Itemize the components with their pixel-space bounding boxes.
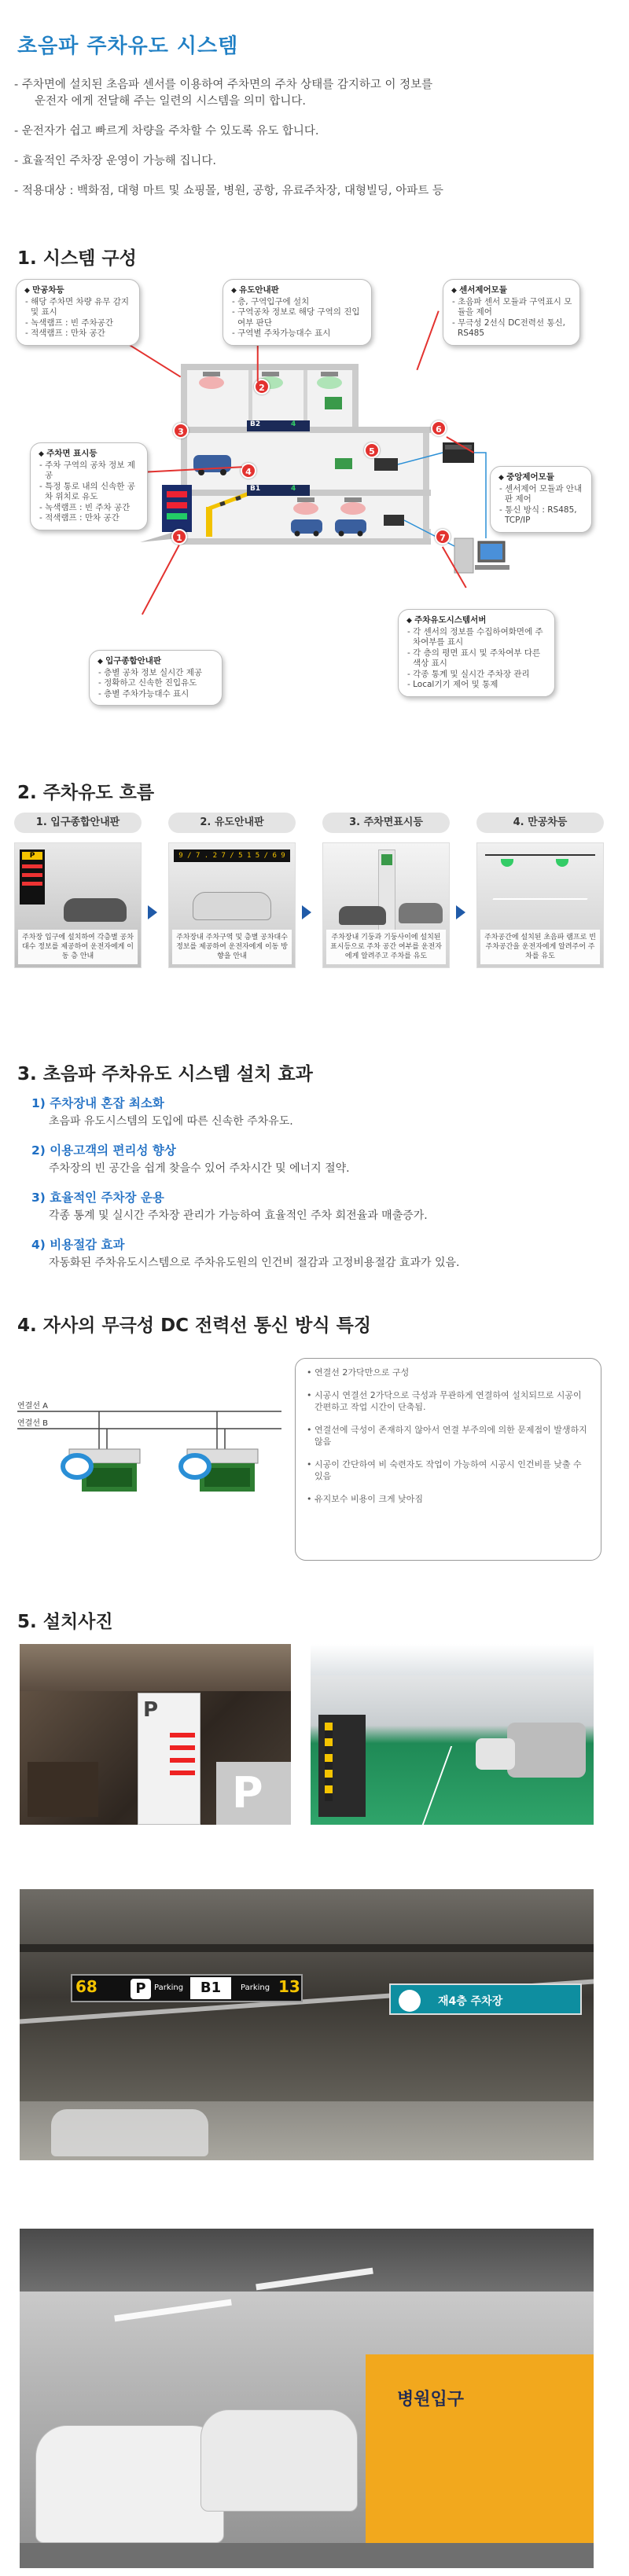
effect-description: 주차장의 빈 공간을 쉽게 찾을수 있어 주차시간 및 에너지 절약.: [49, 1162, 350, 1175]
dc-features-box: [295, 1358, 601, 1561]
callout-item: - 주차 구역의 공차 정보 제공: [39, 460, 135, 480]
entrance-sign-board: [138, 1693, 200, 1825]
flow-step-1: [14, 813, 142, 968]
callout-title: ◆ 입구종합안내판: [97, 656, 215, 668]
occupancy-lamp-green: [556, 859, 568, 867]
flow-arrow-icon: [302, 905, 311, 919]
callout-entrance-panel: [89, 650, 223, 706]
badge-2: 2: [254, 379, 270, 394]
flow-arrow-icon: [148, 905, 157, 919]
intro-text: - 운전자가 쉽고 빠르게 차량을 주차할 수 있도록 유도 합니다.: [14, 125, 319, 138]
hospital-entrance-text: 병원입구: [397, 2390, 465, 2409]
dc-feature-item: • 유지보수 비용이 크게 낮아짐: [305, 1493, 591, 1505]
car-illustration: [193, 892, 271, 920]
flow-step-image: [322, 842, 450, 968]
callout-guidance-panel: [223, 279, 372, 346]
flow-step-caption: 주차장내 기둥과 기둥사이에 설치된 표시등으로 주차 공간 여부를 운전자에게 알려주고 주차를 유도: [326, 930, 446, 964]
flow-step-3: [322, 813, 450, 968]
callout-item: - 초음파 센서 모듈과 구역표시 모듈을 제어: [452, 296, 572, 317]
photo-hospital-entrance: [20, 2229, 594, 2568]
entrance-panel-illustration: [20, 849, 45, 905]
wiring-illustration: [14, 1367, 285, 1548]
sign-b2-label: B2: [250, 420, 261, 428]
dc-feature-item: • 시공이 간단하여 비 숙련자도 작업이 가능하여 시공시 인건비를 낮출 수 있음: [305, 1459, 591, 1482]
car-illustration: [64, 898, 127, 922]
flow-step-image: [476, 842, 604, 968]
flow-step-caption: 주차장 입구에 설치하여 각층별 공차대수 정보를 제공하여 운전자에게 이동 층 안내: [18, 930, 138, 964]
callout-title: ◆ 센서제어모듈: [451, 285, 573, 297]
sign-p-glyph: P: [143, 1698, 159, 1722]
section-title-dc-comm: 4. 자사의 무극성 DC 전력선 통신 방식 특징: [17, 1316, 372, 1336]
sign-b2-count: 4: [291, 420, 296, 428]
callout-item: - 적색램프 : 만차 공간: [25, 328, 105, 338]
space-indicator-lamp: [381, 854, 392, 865]
photo-orange-wall: [366, 2354, 594, 2567]
effect-heading: 2) 이용고객의 편리성 향상: [31, 1143, 176, 1158]
photo-guidance-panel: [20, 1889, 594, 2160]
wall-p-sign: [216, 1762, 291, 1825]
car-illustration: [339, 906, 386, 925]
wire-a-label: 연결선 A: [17, 1402, 48, 1411]
callout-title: ◆ 주차면 표시등: [39, 449, 141, 461]
callout-title: ◆ 주차유도시스템서버: [406, 615, 548, 627]
effect-heading: 3) 효율적인 주차장 운용: [31, 1191, 164, 1205]
callout-item: - 녹색램프 : 빈 주차 공간: [39, 502, 131, 512]
intro-item: [14, 77, 612, 110]
flow-step-label: 1. 입구종합안내판: [14, 813, 142, 833]
dc-wiring-diagram: [14, 1367, 285, 1548]
effect-heading: 1) 주차장내 혼잡 최소화: [31, 1096, 164, 1110]
sign-p-icon: P: [131, 1979, 151, 1999]
callout-item: - Local기기 제어 및 통제: [407, 680, 498, 689]
guidance-panel-display: 9 / 7 . 2 7 / 5 1 5 / 6 9: [174, 849, 290, 862]
effect-description: 자동화된 주차유도시스템으로 주차유도원의 인건비 절감과 고정비용절감 효과가 있음.: [49, 1257, 460, 1269]
flow-step-2: [168, 813, 296, 968]
dc-feature-item: • 시공시 연결선 2가닥으로 극성과 무관하게 연결하여 설치되므로 시공이 간편하고 작업 시간이 단축됨.: [305, 1389, 591, 1413]
system-diagram: [14, 279, 612, 743]
callout-item: - 센서제어 모듈과 안내판 제어: [499, 483, 583, 504]
callout-title: ◆ 만공차등: [24, 285, 133, 297]
callout-title: ◆ 중앙제어모듈: [498, 472, 585, 484]
photo-teal-sign: [389, 1983, 582, 2015]
flow-step-label: 3. 주차면표시등: [322, 813, 450, 833]
effect-item: [31, 1141, 598, 1176]
flow-step-label: 4. 만공차등: [476, 813, 604, 833]
photo-green-floor: [311, 1644, 594, 1825]
effects-list: [31, 1094, 598, 1282]
photo-entrance-panel: [20, 1644, 291, 1825]
intro-list: [14, 77, 612, 213]
sign-count-left: 68: [75, 1977, 97, 1996]
sign-parking-text: Parking: [154, 1983, 184, 1992]
intro-text: 운전자 에게 전달해 주는 일련의 시스템을 의미 합니다.: [35, 95, 307, 108]
sign-b1-label: B1: [250, 485, 261, 493]
effect-description: 각종 통계 및 실시간 주차장 관리가 가능하여 효율적인 주차 회전율과 매출증가.: [49, 1209, 428, 1222]
flow-step-caption: 주차장내 주차구역 및 층별 공차대수 정보를 제공하여 운전자에게 이동 방향을 안내: [172, 930, 292, 964]
teal-sign-text: 재4층 주차장: [438, 1995, 503, 2008]
callout-occupancy-lamp: [16, 279, 140, 346]
callout-item: - 구역별 주차가능대수 표시: [232, 328, 331, 338]
badge-5: 5: [364, 442, 380, 458]
callout-item: - 특정 통로 내의 신속한 공차 위치로 유도: [39, 481, 135, 501]
section-title-flow: 2. 주차유도 흐름: [17, 783, 155, 803]
badge-4: 4: [241, 463, 256, 479]
callout-central-control: [490, 466, 592, 533]
occupancy-lamp-green: [501, 859, 513, 867]
callout-item: - 층별 주차가능대수 표시: [98, 688, 189, 699]
callout-title: ◆ 유도안내판: [231, 285, 365, 297]
callout-guidance-server: [398, 609, 555, 697]
callout-item: - 구역공차 정보로 해당 구역의 진입 여부 판단: [232, 307, 360, 328]
section-title-photos: 5. 설치사진: [17, 1612, 113, 1632]
intro-item: [14, 123, 612, 140]
badge-7: 7: [435, 529, 451, 545]
dc-feature-item: • 연결선 2가닥만으로 구성: [305, 1367, 591, 1378]
guidance-flow: [14, 813, 620, 993]
effect-heading: 4) 비용절감 효과: [31, 1238, 125, 1252]
callout-item: - 층, 구역입구에 설치: [232, 296, 310, 306]
intro-item: [14, 183, 612, 200]
badge-3: 3: [173, 423, 189, 439]
page-title: 초음파 주차유도 시스템: [17, 35, 239, 58]
flow-step-caption: 주차공간에 설치된 초음파 램프로 빈 주차공간을 운전자에게 알려주어 주차를 유도: [480, 930, 600, 964]
car-illustration: [399, 903, 443, 923]
callout-item: - 무극성 2선식 DC전력선 통신, RS485: [452, 317, 566, 338]
effect-description: 초음파 유도시스템의 도입에 따른 신속한 주차유도.: [49, 1115, 293, 1128]
sign-count-right: 13: [278, 1977, 300, 1996]
effect-item: [31, 1235, 598, 1270]
photo-guidance-sign: [71, 1974, 303, 2002]
callout-item: - 통신 방식 : RS485, TCP/IP: [499, 505, 577, 525]
callout-item: - 층별 공차 정보 실시간 제공: [98, 667, 203, 677]
badge-6: 6: [431, 420, 447, 436]
wire-b-label: 연결선 B: [17, 1419, 49, 1428]
photo-white-car: [35, 2425, 224, 2543]
flow-arrow-icon: [456, 905, 465, 919]
effect-item: [31, 1188, 598, 1223]
sign-b1-count: 4: [291, 485, 296, 493]
flow-step-4: [476, 813, 604, 968]
flow-step-image: [14, 842, 142, 968]
callout-item: - 각 층의 평면 표시 및 주차여부 다른 색상 표시: [407, 648, 541, 668]
photo-white-car: [200, 2409, 358, 2512]
intro-item: [14, 153, 612, 170]
callout-item: - 각 센서의 정보를 수집하여화면에 주차여부를 표시: [407, 626, 543, 647]
section-title-effects: 3. 초음파 주차유도 시스템 설치 효과: [17, 1064, 313, 1084]
wall-p-glyph: P: [232, 1768, 263, 1818]
flow-step-label: 2. 유도안내판: [168, 813, 296, 833]
callout-space-indicator: [30, 442, 148, 530]
effect-item: [31, 1094, 598, 1128]
callout-item: - 해당 주차면 차량 유무 감지 및 표시: [25, 296, 130, 317]
section-title-system: 1. 시스템 구성: [17, 248, 137, 269]
intro-text: - 효율적인 주차장 운영이 가능해 집니다.: [14, 155, 216, 167]
callout-sensor-control: [443, 279, 580, 346]
callout-item: - 적색램프 : 만차 공간: [39, 513, 120, 523]
dc-feature-item: • 연결선에 극성이 존재하지 않아서 연결 부주의에 의한 문제점이 발생하지 않음: [305, 1424, 591, 1448]
flow-step-image: [168, 842, 296, 968]
callout-item: - 각종 통계 및 실시간 주차장 관리: [407, 669, 530, 679]
intro-text: - 적용대상 : 백화점, 대형 마트 및 쇼핑몰, 병원, 공항, 유료주차장, 대형빌딩, 아파트 등: [14, 185, 443, 197]
sign-parking-text: Parking: [241, 1983, 270, 1992]
badge-1: 1: [171, 529, 187, 545]
p-glyph: P: [22, 852, 42, 860]
callout-item: - 녹색램프 : 빈 주차공간: [25, 317, 113, 328]
callout-item: - 정확하고 신속한 진입유도: [98, 678, 197, 688]
sign-b1: B1: [190, 1977, 231, 1999]
intro-text: - 주차면에 설치된 초음파 센서를 이용하여 주차면의 주차 상태를 감지하고 이 정보를: [14, 79, 433, 91]
